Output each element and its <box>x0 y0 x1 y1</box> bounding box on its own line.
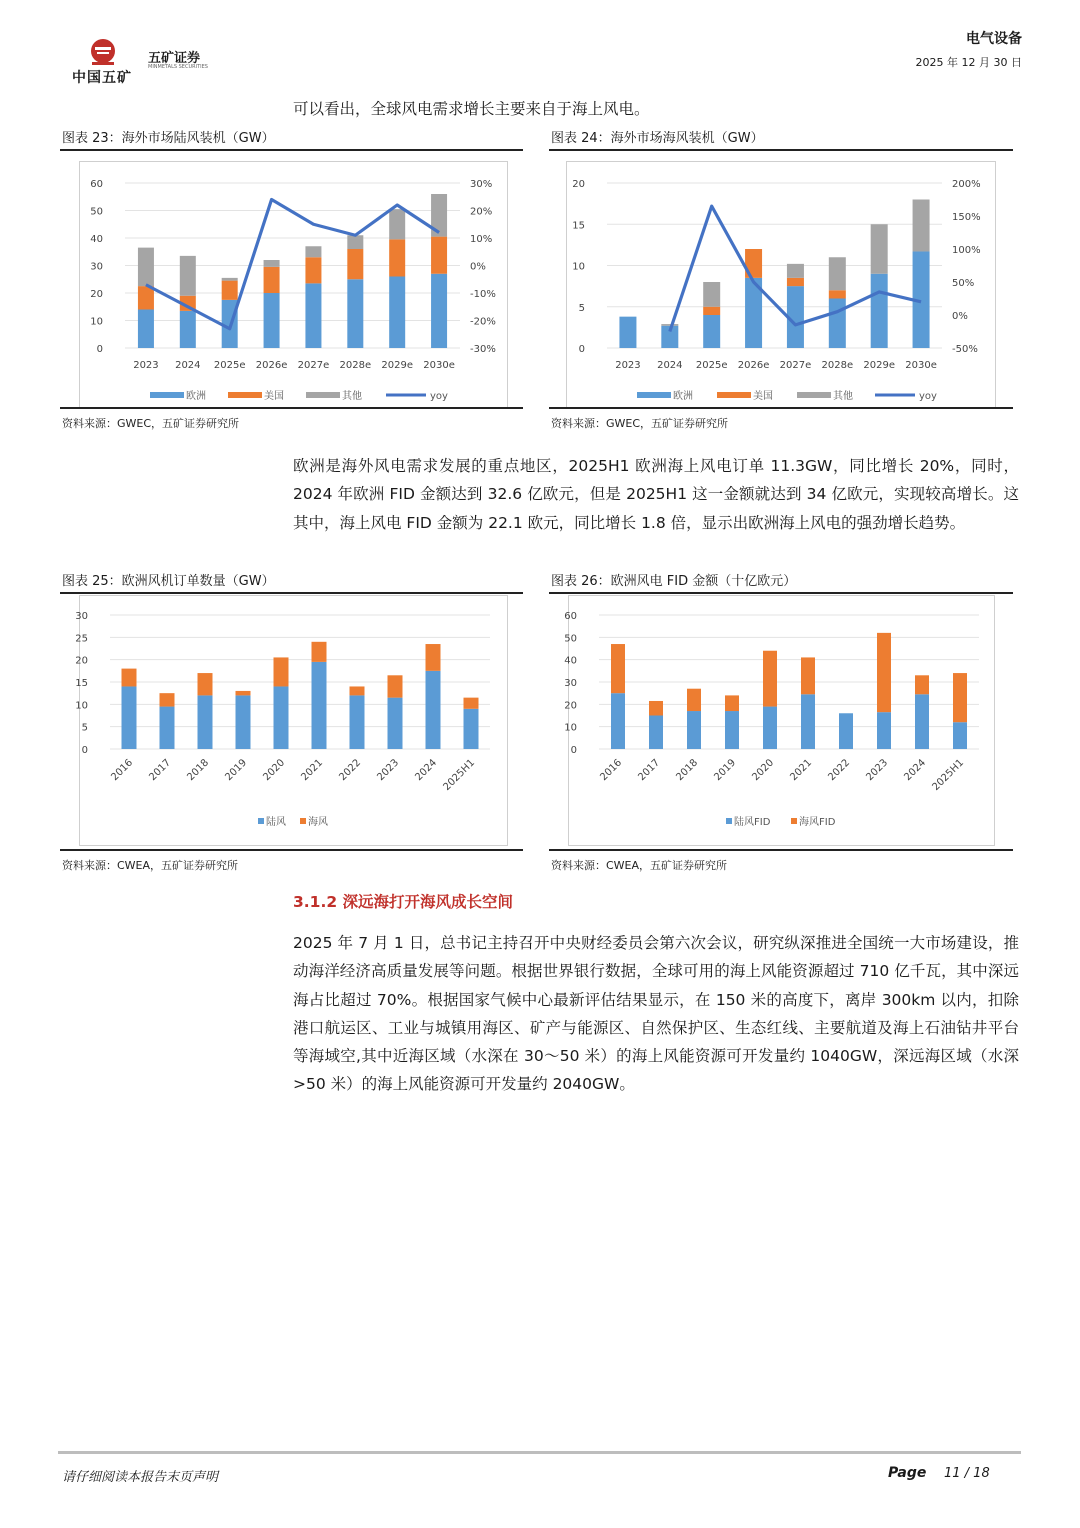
y-tick-label: 50 <box>90 206 103 218</box>
x-tick-label: 2029e <box>863 360 895 371</box>
bar-segment <box>787 278 804 286</box>
y2-tick-label: 10% <box>470 234 493 245</box>
bar-segment <box>160 707 175 749</box>
x-tick-label: 2025H1 <box>930 757 967 793</box>
bar-segment <box>305 257 321 283</box>
legend-label: 海风 <box>308 817 328 828</box>
x-tick-label: 2022 <box>337 757 364 784</box>
paragraph-europe: 欧洲是海外风电需求发展的重点地区，2025H1 欧洲海上风电订单 11.3GW，同比增长 20%，同时，2024 年欧洲 FID 金额达到 32.6 亿欧元，但是 2025H1 这一金额就达到 34 亿欧元，实现较高增长。这其中，海上风电 FID 金额为 22.1 欧元，同比增长 1.8 倍，显示出欧洲海上风电的强劲增长趋势。 <box>293 457 1019 532</box>
y2-tick-label: 0% <box>952 311 968 322</box>
figure-25-source: 资料来源：CWEA，五矿证券研究所 <box>62 859 239 872</box>
x-tick-label: 2028e <box>339 360 372 371</box>
bar-segment <box>915 675 929 694</box>
x-tick-label: 2024 <box>175 360 201 371</box>
y-tick-label: 50 <box>564 633 577 645</box>
y-tick-label: 25 <box>75 633 88 645</box>
legend-swatch <box>228 392 262 398</box>
logo-securities-english: MINMETALS SECURITIES <box>148 64 208 70</box>
x-tick-label: 2024 <box>413 757 440 784</box>
chart-23-svg <box>80 162 507 408</box>
bar-segment <box>431 274 447 348</box>
legend-swatch <box>726 818 732 824</box>
y-tick-label: 20 <box>90 289 103 300</box>
bar-segment <box>264 293 280 348</box>
x-tick-label: 2027e <box>779 360 812 371</box>
intro-text: 可以看出，全球风电需求增长主要来自于海上风电。 <box>293 100 650 118</box>
figure-26-chart <box>564 595 995 846</box>
bar-segment <box>138 248 154 287</box>
bar-segment <box>464 709 479 749</box>
y-tick-label: 40 <box>564 655 577 667</box>
y-tick-label: 15 <box>572 220 585 232</box>
x-tick-label: 2021 <box>788 757 815 784</box>
bar-segment <box>274 657 289 686</box>
y-tick-label: 10 <box>75 700 88 712</box>
legend-label: yoy <box>919 391 937 402</box>
bar-segment <box>264 267 280 293</box>
figure-23-source: 资料来源：GWEC，五矿证券研究所 <box>62 417 240 430</box>
report-date: 2025 年 12 月 30 日 <box>915 56 1022 69</box>
y2-tick-label: 150% <box>952 212 981 223</box>
bar-segment <box>661 324 678 326</box>
bar-segment <box>687 689 701 711</box>
x-tick-label: 2025e <box>695 360 728 371</box>
y-tick-label: 10 <box>564 722 577 734</box>
x-tick-label: 2024 <box>902 757 929 784</box>
bar-segment <box>160 693 175 706</box>
x-tick-label: 2026e <box>255 360 288 371</box>
x-tick-label: 2023 <box>375 757 402 784</box>
bar-segment <box>953 722 967 749</box>
bar-segment <box>122 669 137 687</box>
y2-tick-label: -50% <box>952 344 978 355</box>
bar-segment <box>274 686 289 749</box>
legend-label: 海风FID <box>799 817 836 828</box>
logo-icon <box>86 38 120 68</box>
y-tick-label: 5 <box>81 722 88 734</box>
bar-segment <box>389 209 405 239</box>
y-tick-label: 15 <box>75 678 88 689</box>
figure-24-chart <box>566 161 996 409</box>
bar-segment <box>829 290 846 298</box>
chart-26-svg <box>564 596 994 845</box>
x-tick-label: 2016 <box>598 757 625 784</box>
bar-segment <box>763 707 777 749</box>
x-tick-label: 2028e <box>821 360 854 371</box>
x-tick-label: 2030e <box>423 360 455 371</box>
figure-26-rule <box>549 592 1013 594</box>
y-tick-label: 5 <box>578 302 585 314</box>
legend-swatch <box>300 818 306 824</box>
bar-segment <box>347 235 363 249</box>
legend-swatch <box>258 818 264 824</box>
footer-page-label: Page <box>888 1465 927 1481</box>
bar-segment <box>829 299 846 349</box>
bar-segment <box>305 246 321 257</box>
y-tick-label: 10 <box>90 316 103 328</box>
y-tick-label: 10 <box>572 261 585 273</box>
y-tick-label: 30 <box>90 261 103 273</box>
x-tick-label: 2020 <box>261 757 288 784</box>
bar-segment <box>222 278 238 281</box>
y-tick-label: 0 <box>578 344 585 355</box>
legend-label: 美国 <box>753 391 773 402</box>
y2-tick-label: 50% <box>952 278 975 289</box>
x-tick-label: 2029e <box>381 360 413 371</box>
bar-segment <box>763 651 777 707</box>
x-tick-label: 2023 <box>864 757 891 784</box>
figure-23-title: 图表 23：海外市场陆风装机（GW） <box>62 131 275 146</box>
y2-tick-label: -10% <box>470 289 496 300</box>
x-tick-label: 2019 <box>712 757 739 784</box>
figure-23-bottom-rule <box>60 407 523 409</box>
bar-segment <box>198 673 213 695</box>
x-tick-label: 2025e <box>213 360 246 371</box>
x-tick-label: 2018 <box>674 757 701 784</box>
bar-segment <box>611 693 625 749</box>
x-tick-label: 2023 <box>615 360 641 371</box>
bar-segment <box>388 675 403 697</box>
bar-segment <box>388 698 403 749</box>
bar-segment <box>619 317 636 348</box>
bar-segment <box>703 307 720 315</box>
bar-segment <box>801 694 815 749</box>
bar-segment <box>801 657 815 694</box>
figure-24-bottom-rule <box>549 407 1013 409</box>
x-tick-label: 2020 <box>750 757 777 784</box>
section-heading: 3.1.2 深远海打开海风成长空间 <box>293 893 514 911</box>
logo-securities-name: 五矿证券 <box>148 51 201 66</box>
paragraph-deep-sea: 2025 年 7 月 1 日，总书记主持召开中央财经委员会第六次会议，研究纵深推进全国统一大市场建设，推动海洋经济高质量发展等问题。根据世界银行数据，全球可用的海上风能资源超过 710 亿千瓦，其中深远海占比超过 70%。根据国家气候中心最新评估结果显示，在 150 米的高度下，离岸 300km 以内，扣除港口航运区、工业与城镇用海区、矿产与能源区、自然保护区、生态红线、主要航道及海上石油钻井平台等海域空,其中近海区域（水深在 30～50 米）的海上风能资源可开发量约 1040GW，深远海区域（水深>50 米）的海上风能资源可开发量约 2040GW。 <box>293 934 1019 1094</box>
bar-segment <box>264 260 280 267</box>
bar-segment <box>787 264 804 278</box>
y-tick-label: 0 <box>570 745 577 756</box>
y2-tick-label: 200% <box>952 179 981 190</box>
y2-tick-label: 30% <box>470 179 493 190</box>
bar-segment <box>426 644 441 671</box>
bar-segment <box>839 713 853 749</box>
figure-26-source: 资料来源：CWEA，五矿证券研究所 <box>551 859 728 872</box>
figure-25-rule <box>60 592 523 594</box>
legend-swatch <box>791 818 797 824</box>
bar-segment <box>649 701 663 716</box>
x-tick-label: 2022 <box>826 757 853 784</box>
bar-segment <box>877 712 891 749</box>
bar-segment <box>464 698 479 709</box>
legend-swatch <box>797 392 831 398</box>
logo-company-name: 中国五矿 <box>72 70 132 86</box>
figure-26-title: 图表 26：欧洲风电 FID 金额（十亿欧元） <box>551 574 797 589</box>
y2-tick-label: 100% <box>952 245 981 256</box>
x-tick-label: 2023 <box>133 360 159 371</box>
y-tick-label: 60 <box>90 179 103 190</box>
legend-label: 欧洲 <box>186 391 206 402</box>
y2-tick-label: -30% <box>470 344 496 355</box>
y-tick-label: 0 <box>96 344 103 355</box>
x-tick-label: 2021 <box>299 757 326 784</box>
y-tick-label: 0 <box>81 745 88 756</box>
figure-24-rule <box>549 149 1013 151</box>
x-tick-label: 2024 <box>657 360 683 371</box>
legend-label: 其他 <box>342 391 362 402</box>
x-tick-label: 2016 <box>109 757 136 784</box>
legend-swatch <box>637 392 671 398</box>
chart-25-svg <box>75 596 507 845</box>
bar-segment <box>687 711 701 749</box>
footer-page-number: 11 / 18 <box>944 1466 990 1481</box>
bar-segment <box>350 695 365 749</box>
legend-label: 欧洲 <box>673 391 693 402</box>
bar-segment <box>198 695 213 749</box>
bar-segment <box>703 315 720 348</box>
legend-label: 美国 <box>264 391 284 402</box>
y2-tick-label: 0% <box>470 261 486 273</box>
figure-24-source: 资料来源：GWEC，五矿证券研究所 <box>551 417 729 430</box>
bar-segment <box>871 224 888 274</box>
figure-25-bottom-rule <box>60 849 523 851</box>
x-tick-label: 2026e <box>737 360 770 371</box>
legend-label: yoy <box>430 391 448 402</box>
bar-segment <box>347 249 363 279</box>
bar-segment <box>426 671 441 749</box>
y2-tick-label: 20% <box>470 206 493 218</box>
bar-segment <box>222 281 238 300</box>
figure-23-rule <box>60 149 523 151</box>
x-tick-label: 2030e <box>905 360 937 371</box>
bar-segment <box>312 662 327 749</box>
bar-segment <box>725 711 739 749</box>
bar-segment <box>649 716 663 750</box>
bar-segment <box>611 644 625 693</box>
legend-swatch <box>150 392 184 398</box>
bar-segment <box>305 283 321 348</box>
chart-24-svg <box>567 162 995 408</box>
figure-25-chart <box>75 595 508 846</box>
bar-segment <box>953 673 967 722</box>
bar-segment <box>138 310 154 349</box>
legend-label: 其他 <box>833 391 853 402</box>
figure-24-title: 图表 24：海外市场海风装机（GW） <box>551 131 764 146</box>
bar-segment <box>180 256 196 296</box>
bar-segment <box>829 257 846 290</box>
y-tick-label: 30 <box>75 611 88 622</box>
legend-label: 陆风FID <box>734 817 771 828</box>
footer-disclaimer: 请仔细阅读本报告末页声明 <box>62 1470 219 1485</box>
bar-segment <box>871 274 888 348</box>
legend-swatch <box>717 392 751 398</box>
y-tick-label: 20 <box>564 700 577 712</box>
x-tick-label: 2018 <box>185 757 212 784</box>
figure-25-title: 图表 25：欧洲风机订单数量（GW） <box>62 574 275 589</box>
x-tick-label: 2017 <box>147 757 174 784</box>
bar-segment <box>389 239 405 276</box>
x-tick-label: 2017 <box>636 757 663 784</box>
x-tick-label: 2025H1 <box>441 757 478 793</box>
bar-segment <box>312 642 327 662</box>
y-tick-label: 40 <box>90 234 103 245</box>
bar-segment <box>915 694 929 749</box>
y2-tick-label: -20% <box>470 316 496 328</box>
bar-segment <box>350 686 365 695</box>
y-tick-label: 30 <box>564 678 577 689</box>
x-tick-label: 2019 <box>223 757 250 784</box>
y-tick-label: 20 <box>75 655 88 667</box>
bar-segment <box>877 633 891 712</box>
bar-segment <box>236 691 251 695</box>
legend-swatch <box>306 392 340 398</box>
bar-segment <box>703 282 720 307</box>
figure-26-bottom-rule <box>549 849 1013 851</box>
bar-segment <box>725 695 739 711</box>
figure-23-chart <box>79 161 508 409</box>
bar-segment <box>180 311 196 348</box>
x-tick-label: 2027e <box>297 360 330 371</box>
bar-segment <box>347 279 363 348</box>
bar-segment <box>389 277 405 349</box>
bar-segment <box>431 237 447 274</box>
legend-label: 陆风 <box>266 817 286 828</box>
y-tick-label: 20 <box>572 179 585 190</box>
bar-segment <box>236 695 251 749</box>
bar-segment <box>122 686 137 749</box>
y-tick-label: 60 <box>564 611 577 622</box>
bar-segment <box>138 286 154 309</box>
footer-rule <box>58 1451 1021 1454</box>
bar-segment <box>913 200 930 252</box>
report-category: 电气设备 <box>966 31 1022 47</box>
